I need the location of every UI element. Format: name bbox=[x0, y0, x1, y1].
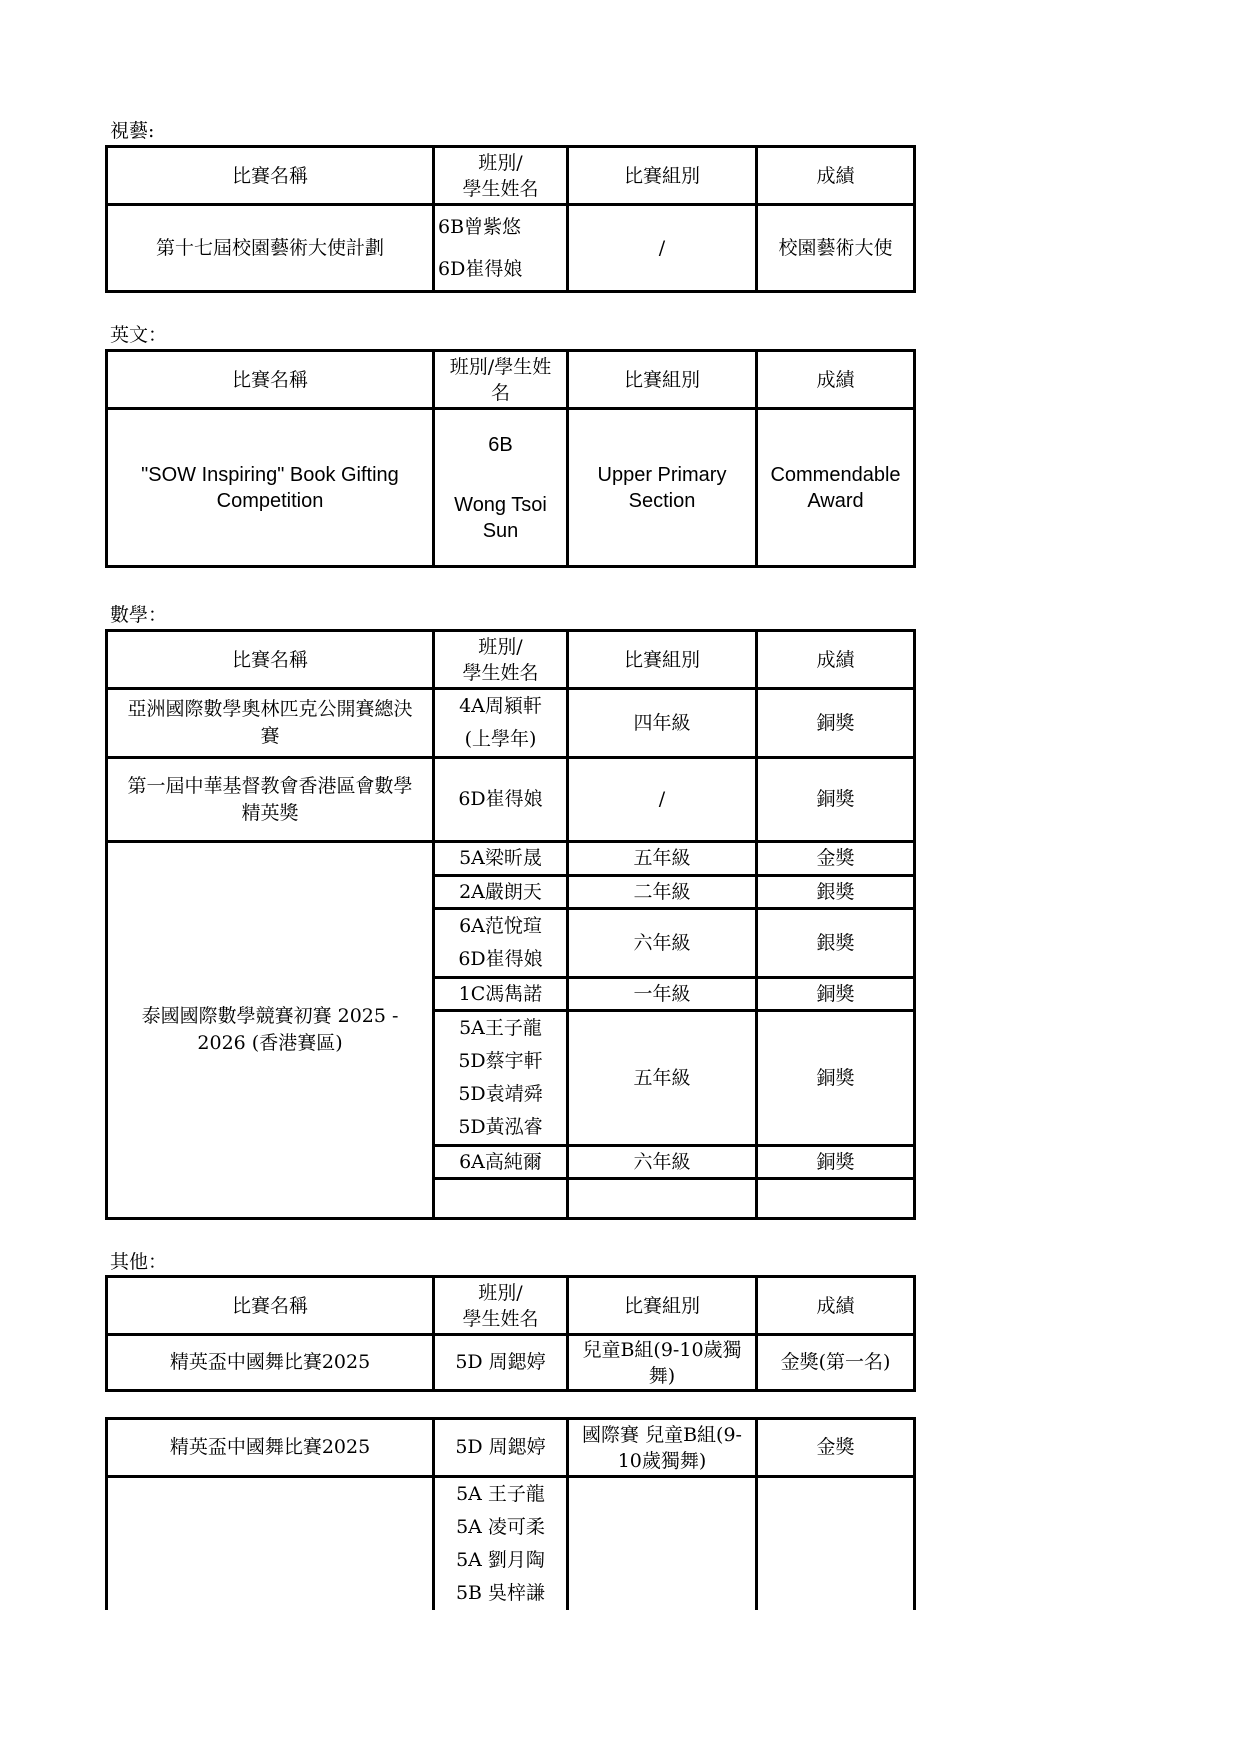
competition-name: 精英盃中國舞比賽2025 bbox=[107, 1335, 434, 1391]
others-table-continued bbox=[105, 1417, 916, 1610]
header-category: 比賽組別 bbox=[568, 631, 757, 689]
result: 銀獎 bbox=[757, 909, 915, 978]
section-label-others: 其他： bbox=[110, 1251, 168, 1273]
student-name: 6D崔得娘 bbox=[434, 758, 568, 842]
category: 一年級 bbox=[568, 978, 757, 1011]
competition-name bbox=[107, 1477, 434, 1611]
table-row bbox=[107, 758, 915, 842]
student-name: 5A梁昕晟 bbox=[434, 842, 568, 876]
header-category: 比賽組別 bbox=[568, 351, 757, 409]
header-category: 比賽組別 bbox=[568, 147, 757, 205]
header-result: 成績 bbox=[757, 147, 915, 205]
result: 校園藝術大使 bbox=[757, 205, 915, 292]
table-header-row bbox=[107, 631, 915, 689]
header-class-student: 班別/學生姓 名 bbox=[434, 351, 568, 409]
student-name: 6A高純爾 bbox=[434, 1146, 568, 1179]
table-row bbox=[107, 205, 915, 292]
result: 金獎 bbox=[757, 1419, 915, 1477]
student-name: 1C馮雋諾 bbox=[434, 978, 568, 1011]
category: 六年級 bbox=[568, 1146, 757, 1179]
math-table bbox=[105, 629, 916, 1220]
student-name: 5D 周鍶婷 bbox=[434, 1335, 568, 1391]
category: 兒童B組(9-10歲獨 舞) bbox=[568, 1335, 757, 1391]
category: Upper Primary Section bbox=[568, 409, 757, 567]
result: 銅獎 bbox=[757, 978, 915, 1011]
header-result: 成績 bbox=[757, 631, 915, 689]
category: 國際賽 兒童B組(9- 10歲獨舞) bbox=[568, 1419, 757, 1477]
competition-name: "SOW Inspiring" Book Gifting Competition bbox=[107, 409, 434, 567]
category: 六年級 bbox=[568, 909, 757, 978]
header-competition-name: 比賽名稱 bbox=[107, 631, 434, 689]
result: 銀獎 bbox=[757, 876, 915, 909]
header-category: 比賽組別 bbox=[568, 1277, 757, 1335]
header-class-student: 班別/ 學生姓名 bbox=[434, 631, 568, 689]
student-list: 5A王子龍 5D蔡宇軒 5D袁靖舜 5D黃泓睿 bbox=[434, 1011, 568, 1146]
competition-name: 第十七屆校園藝術大使計劃 bbox=[107, 205, 434, 292]
category: 四年級 bbox=[568, 689, 757, 758]
result: Commendable Award bbox=[757, 409, 915, 567]
result bbox=[757, 1477, 915, 1611]
competition-name: 泰國國際數學競賽初賽 2025 - 2026 (香港賽區) bbox=[107, 842, 434, 1219]
category: / bbox=[568, 758, 757, 842]
header-competition-name: 比賽名稱 bbox=[107, 351, 434, 409]
visual-arts-table bbox=[105, 145, 916, 293]
header-competition-name: 比賽名稱 bbox=[107, 147, 434, 205]
student-name: 2A嚴朗天 bbox=[434, 876, 568, 909]
result: 銅獎 bbox=[757, 689, 915, 758]
student-list: 5A 王子龍 5A 凌可柔 5A 劉月陶 5B 吳梓謙 bbox=[434, 1477, 568, 1611]
table-row bbox=[107, 1335, 915, 1391]
category: 二年級 bbox=[568, 876, 757, 909]
english-table bbox=[105, 349, 916, 568]
table-row bbox=[107, 1419, 915, 1477]
section-label-visual-arts: 視藝: bbox=[110, 120, 155, 142]
category: / bbox=[568, 205, 757, 292]
table-header-row bbox=[107, 351, 915, 409]
result: 銅獎 bbox=[757, 758, 915, 842]
competition-name: 精英盃中國舞比賽2025 bbox=[107, 1419, 434, 1477]
section-label-english: 英文： bbox=[110, 324, 168, 346]
table-row bbox=[107, 689, 915, 758]
table-header-row bbox=[107, 1277, 915, 1335]
result: 銅獎 bbox=[757, 1011, 915, 1146]
student-list: 6A范悅瑄 6D崔得娘 bbox=[434, 909, 568, 978]
result: 金獎(第一名) bbox=[757, 1335, 915, 1391]
student-name: 6B Wong Tsoi Sun bbox=[434, 409, 568, 567]
category: 五年級 bbox=[568, 842, 757, 876]
table-row bbox=[107, 409, 915, 567]
category: 五年級 bbox=[568, 1011, 757, 1146]
header-competition-name: 比賽名稱 bbox=[107, 1277, 434, 1335]
category bbox=[568, 1477, 757, 1611]
header-class-student: 班別/ 學生姓名 bbox=[434, 1277, 568, 1335]
table-header-row bbox=[107, 147, 915, 205]
header-result: 成績 bbox=[757, 1277, 915, 1335]
result: 銅獎 bbox=[757, 1146, 915, 1179]
student-name: 5D 周鍶婷 bbox=[434, 1419, 568, 1477]
student-name: 4A周潁軒 (上學年) bbox=[434, 689, 568, 758]
result: 金獎 bbox=[757, 842, 915, 876]
competition-name: 第一屆中華基督教會香港區會數學 精英獎 bbox=[107, 758, 434, 842]
competition-name: 亞洲國際數學奧林匹克公開賽總決 賽 bbox=[107, 689, 434, 758]
table-row bbox=[107, 1477, 915, 1611]
header-class-student: 班別/ 學生姓名 bbox=[434, 147, 568, 205]
others-table bbox=[105, 1275, 916, 1392]
student-list: 6B曾紫悠 6D崔得娘 bbox=[434, 205, 568, 292]
section-label-math: 數學： bbox=[110, 604, 168, 626]
table-row bbox=[107, 842, 915, 876]
header-result: 成績 bbox=[757, 351, 915, 409]
